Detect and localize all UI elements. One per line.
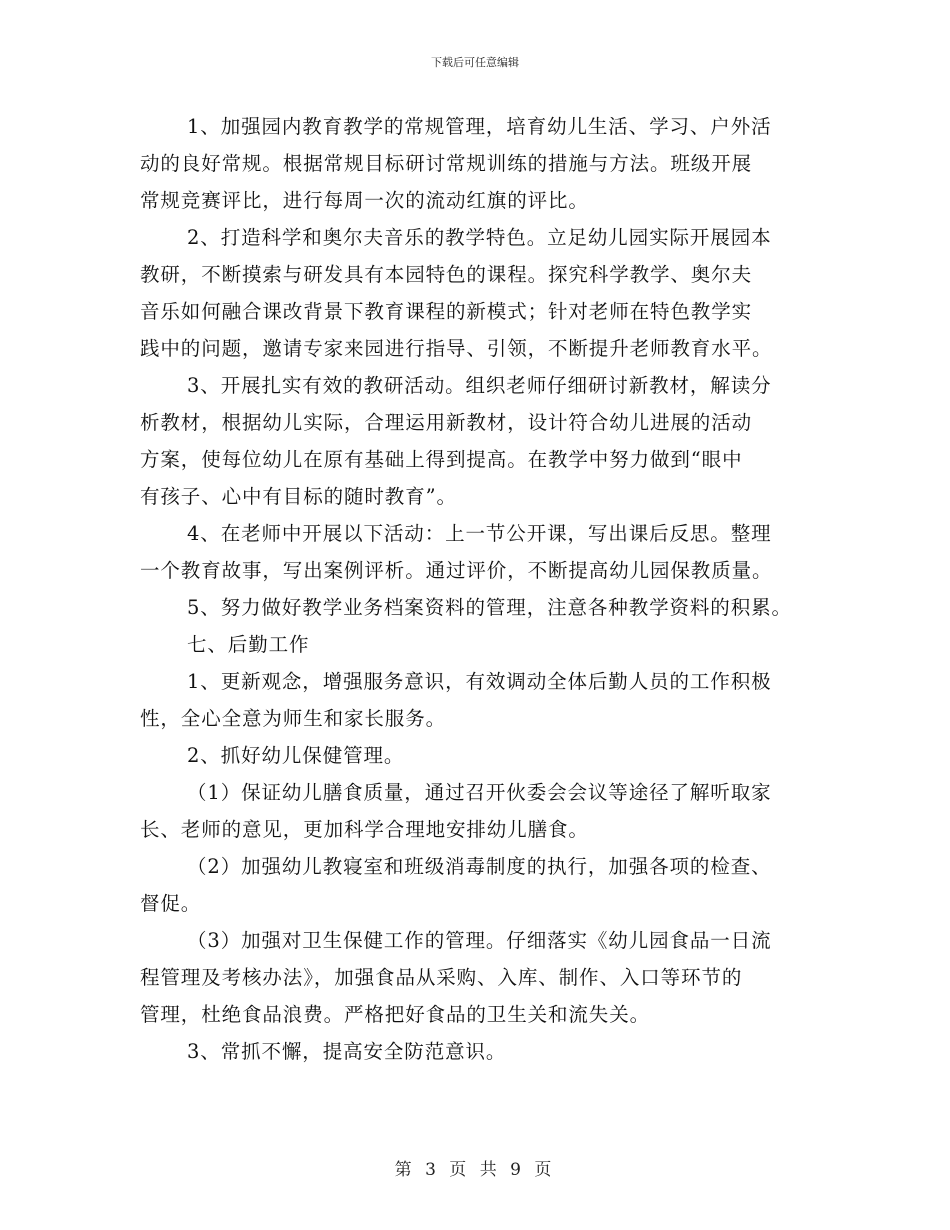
- text-line: 教研，不断摸索与研发具有本园特色的课程。探究科学教学、奥尔夫: [140, 263, 753, 286]
- text-line: 践中的问题，邀请专家来园进行指导、引领，不断提升老师教育水平。: [140, 337, 773, 360]
- page-header: 下载后可任意编辑: [431, 56, 519, 69]
- text-line: 七、后勤工作: [187, 633, 310, 656]
- text-line: （1）保证幼儿膳食质量，通过召开伙委会会议等途径了解听取家: [187, 781, 772, 804]
- text-line: （2）加强幼儿教寝室和班级消毒制度的执行，加强各项的检查、: [187, 855, 772, 878]
- text-line: 动的良好常规。根据常规目标研讨常规训练的措施与方法。班级开展: [140, 152, 753, 175]
- text-line: 音乐如何融合课改背景下教育课程的新模式；针对老师在特色教学实: [140, 300, 753, 323]
- text-line: 程管理及考核办法》，加强食品从采购、入库、制作、入口等环节的: [140, 966, 743, 989]
- document-body: [140, 108, 820, 1070]
- text-line: 5、努力做好教学业务档案资料的管理，注意各种教学资料的积累。: [187, 596, 792, 619]
- text-line: 2、抓好幼儿保健管理。: [187, 744, 405, 767]
- page-footer: 第 3 页 共 9 页: [394, 1160, 556, 1180]
- text-line: 长、老师的意见，更加科学合理地安排幼儿膳食。: [140, 818, 589, 841]
- text-line: 管理，杜绝食品浪费。严格把好食品的卫生关和流失关。: [140, 1003, 651, 1026]
- text-line: 析教材，根据幼儿实际，合理运用新教材，设计符合幼儿进展的活动: [140, 411, 753, 434]
- text-line: 1、更新观念，增强服务意识，有效调动全体后勤人员的工作积极: [187, 670, 772, 693]
- text-line: 方案，使每位幼儿在原有基础上得到提高。在教学中努力做到“眼中: [140, 448, 743, 471]
- text-line: 性，全心全意为师生和家长服务。: [140, 707, 447, 730]
- text-line: 督促。: [140, 892, 202, 915]
- text-line: 3、常抓不懈，提高安全防范意识。: [187, 1040, 507, 1063]
- text-line: 3、开展扎实有效的教研活动。组织老师仔细研讨新教材，解读分: [187, 374, 772, 397]
- text-line: 1、加强园内教育教学的常规管理，培育幼儿生活、学习、户外活: [187, 115, 772, 138]
- text-line: 4、在老师中开展以下活动：上一节公开课，写出课后反思。整理: [187, 522, 772, 545]
- text-line: 有孩子、心中有目标的随时教育”。: [140, 485, 457, 508]
- text-line: 2、打造科学和奥尔夫音乐的教学特色。立足幼儿园实际开展园本: [187, 226, 772, 249]
- text-line: （3）加强对卫生保健工作的管理。仔细落实《幼儿园食品一日流: [187, 929, 772, 952]
- text-line: 一个教育故事，写出案例评析。通过评价，不断提高幼儿园保教质量。: [140, 559, 773, 582]
- text-line: 常规竞赛评比，进行每周一次的流动红旗的评比。: [140, 189, 589, 212]
